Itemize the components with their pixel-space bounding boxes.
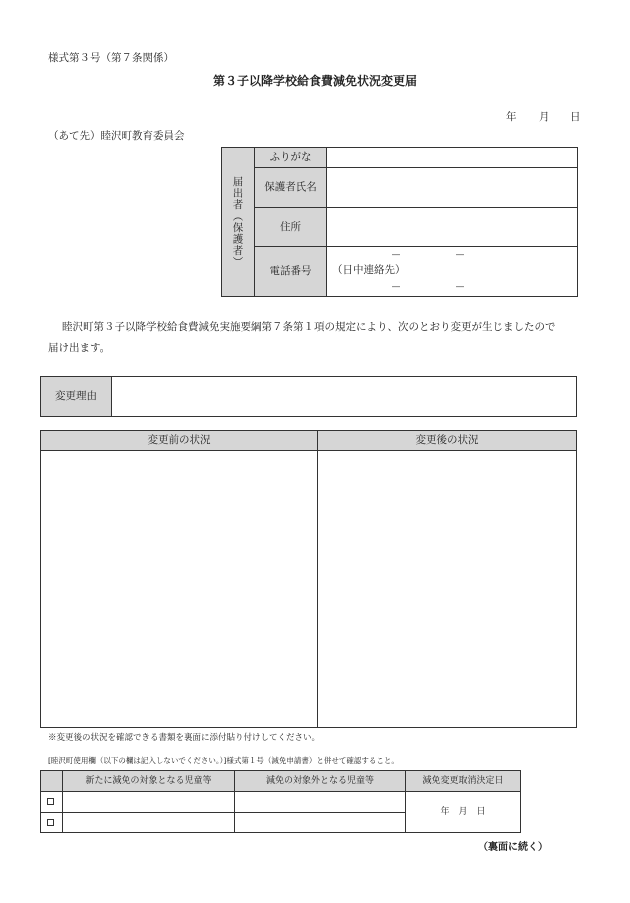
form-number: 様式第３号（第７条関係）: [48, 52, 174, 64]
body-text-line-1: 睦沢町第３子以降学校給食費減免実施要綱第７条第１項の規定により、次のとおり変更が生じましたので: [62, 321, 556, 333]
body-text-line-2: 届け出ます。: [48, 342, 111, 354]
status-before-field[interactable]: [41, 451, 317, 727]
change-reason-label: 変更理由: [55, 390, 97, 403]
daytime-phone-dash: ―: [456, 282, 464, 291]
new-child-field-2[interactable]: [63, 813, 234, 832]
status-after-header: 変更後の状況: [415, 434, 479, 447]
checkbox-row-1[interactable]: [47, 798, 54, 805]
checkbox-row-2[interactable]: [47, 819, 54, 826]
daytime-phone-dash: ―: [392, 282, 400, 291]
status-after-field[interactable]: [318, 451, 576, 727]
address-field[interactable]: [327, 208, 577, 246]
date-day-label: 日: [570, 111, 581, 123]
guardian-name-label: 保護者氏名: [264, 181, 317, 194]
excluded-child-field-2[interactable]: [235, 813, 405, 832]
phone-label: 電話番号: [269, 265, 312, 278]
decision-date: 年 月 日: [440, 806, 486, 817]
phone-dash: ―: [392, 250, 400, 259]
office-use-heading: [睦沢町使用欄（以下の欄は記入しないでください。）]様式第１号（減免申請書）と併せて確認すること。: [48, 756, 399, 765]
guardian-name-field[interactable]: [327, 168, 577, 207]
excluded-child-field-1[interactable]: [235, 792, 405, 812]
date-month-label: 月: [539, 111, 550, 123]
recipient: （あて先）睦沢町教育委員会: [48, 130, 185, 142]
address-label: 住所: [280, 220, 301, 233]
date-year-label: 年: [506, 111, 517, 123]
new-child-field-1[interactable]: [63, 792, 234, 812]
attachment-note: ※変更後の状況を確認できる書類を裏面に添付貼り付けしてください。: [48, 733, 321, 743]
change-reason-field[interactable]: [112, 377, 576, 416]
office-col-new: 新たに減免の対象となる児童等: [85, 775, 212, 786]
furigana-field[interactable]: [327, 148, 577, 167]
phone-dash: ―: [456, 250, 464, 259]
furigana-label: ふりがな: [269, 151, 312, 164]
office-col-decision: 減免変更取消決定日: [422, 775, 504, 786]
page-title: 第３子以降学校給食費減免状況変更届: [212, 74, 417, 88]
applicant-side-label: 届出者（保護者）: [231, 176, 244, 268]
status-before-header: 変更前の状況: [147, 434, 211, 447]
continued-on-back: （裏面に続く）: [478, 842, 548, 853]
office-col-excluded: 減免の対象外となる児童等: [265, 775, 374, 786]
daytime-contact-label: （日中連絡先）: [332, 264, 406, 276]
